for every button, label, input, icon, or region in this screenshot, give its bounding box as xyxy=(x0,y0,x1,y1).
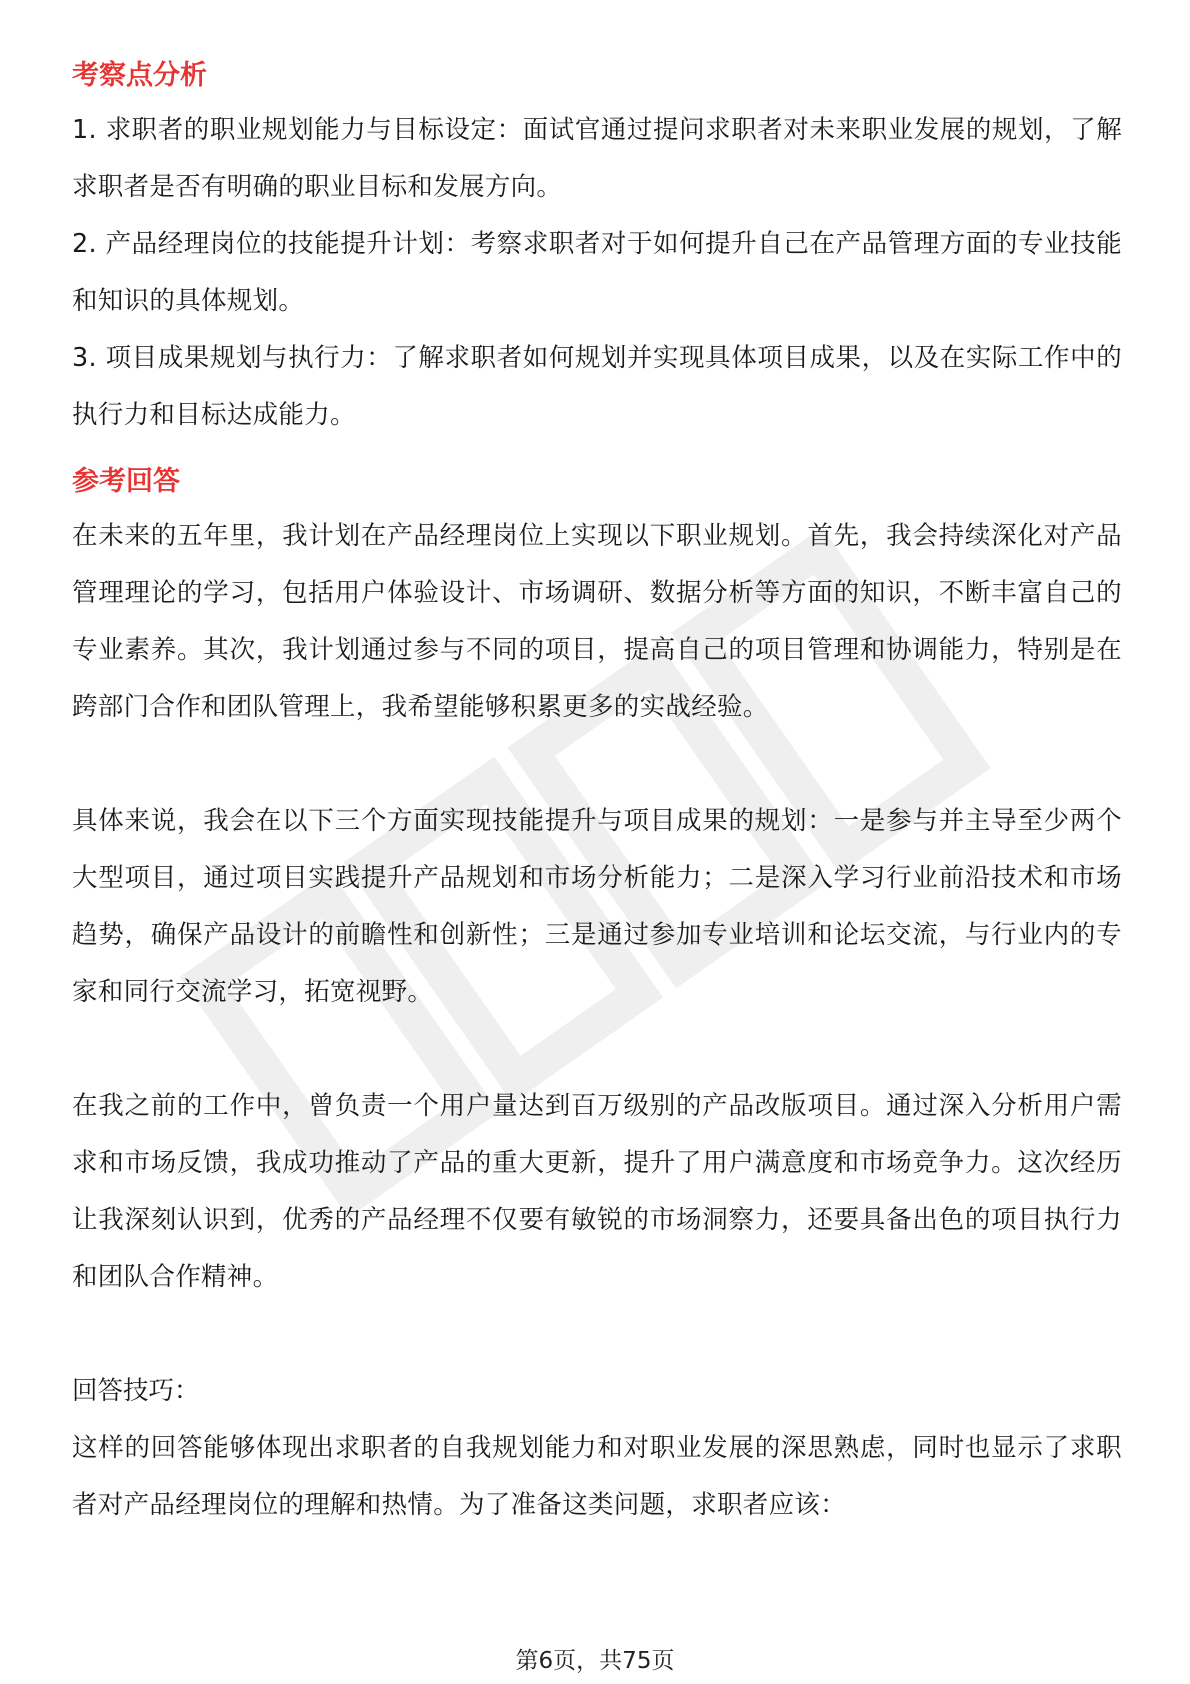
analysis-point-2: 2. 产品经理岗位的技能提升计划：考察求职者对于如何提升自己在产品管理方面的专业技能和知识的具体规划。 xyxy=(72,229,1122,316)
answer-heading: 参考回答 xyxy=(72,466,180,497)
answer-paragraph-1: 在未来的五年里，我计划在产品经理岗位上实现以下职业规划。首先，我会持续深化对产品管理理论的学习，包括用户体验设计、市场调研、数据分析等方面的知识，不断丰富自己的专业素养。其次，我计划通过参与不同的项目，提高自己的项目管理和协调能力，特别是在跨部门合作和团队管理上，我希望能够积累更多的实战经验。 xyxy=(72,521,1122,722)
page-footer: 第6页，共75页 xyxy=(515,1648,675,1674)
tips-paragraph: 这样的回答能够体现出求职者的自我规划能力和对职业发展的深思熟虑，同时也显示了求职者对产品经理岗位的理解和热情。为了准备这类问题，求职者应该： xyxy=(72,1433,1122,1520)
answer-paragraph-3: 在我之前的工作中，曾负责一个用户量达到百万级别的产品改版项目。通过深入分析用户需求和市场反馈，我成功推动了产品的重大更新，提升了用户满意度和市场竞争力。这次经历让我深刻认识到，优秀的产品经理不仅要有敏锐的市场洞察力，还要具备出色的项目执行力和团队合作精神。 xyxy=(72,1091,1122,1292)
paragraph-gap xyxy=(72,736,1122,793)
document-body xyxy=(72,48,1122,1534)
answer-paragraph-2: 具体来说，我会在以下三个方面实现技能提升与项目成果的规划：一是参与并主导至少两个大型项目，通过项目实践提升产品规划和市场分析能力；二是深入学习行业前沿技术和市场趋势，确保产品设计的前瞻性和创新性；三是通过参加专业培训和论坛交流，与行业内的专家和同行交流学习，拓宽视野。 xyxy=(72,806,1122,1007)
tips-label: 回答技巧： xyxy=(72,1376,200,1406)
analysis-point-3: 3. 项目成果规划与执行力：了解求职者如何规划并实现具体项目成果，以及在实际工作中的执行力和目标达成能力。 xyxy=(72,343,1122,430)
analysis-point-1: 1. 求职者的职业规划能力与目标设定：面试官通过提问求职者对未来职业发展的规划，了解求职者是否有明确的职业目标和发展方向。 xyxy=(72,115,1122,202)
paragraph-gap xyxy=(72,1306,1122,1363)
analysis-heading: 考察点分析 xyxy=(72,60,207,91)
paragraph-gap xyxy=(72,1021,1122,1078)
